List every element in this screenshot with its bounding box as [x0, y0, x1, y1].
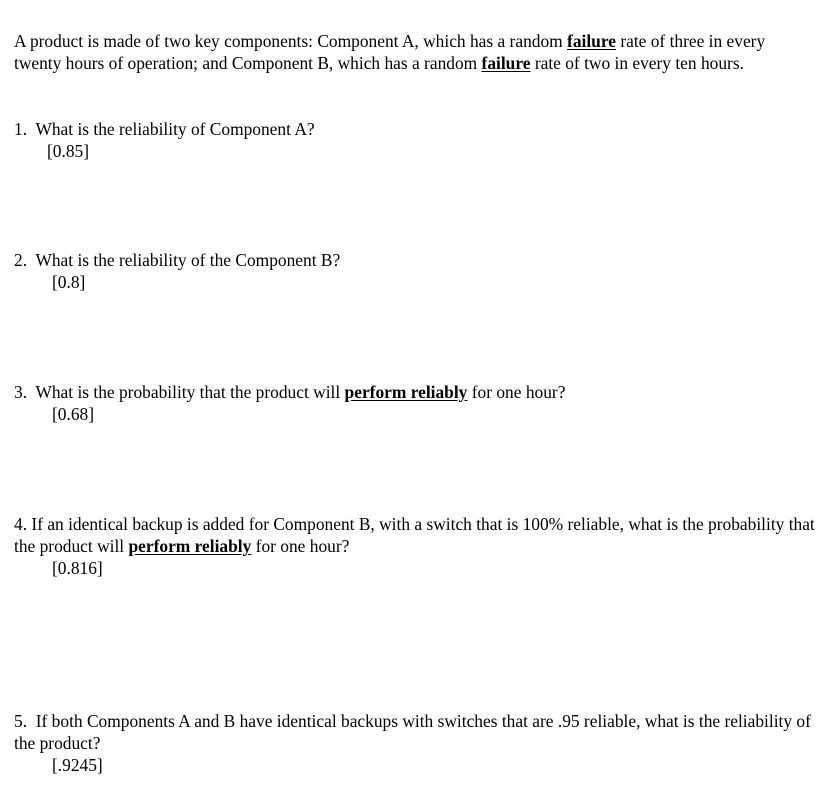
question-1-number: 1.: [14, 119, 28, 139]
perform-reliably-emphasis-4: perform reliably: [128, 536, 252, 556]
question-4-number: 4.: [14, 514, 28, 534]
intro-text-1: A product is made of two key components: Component A, which has a random: [14, 31, 568, 51]
answer-1: [0.85]: [47, 141, 90, 161]
answer-3: [0.68]: [52, 404, 95, 424]
failure-emphasis-2: failure: [481, 53, 531, 73]
question-4: [14, 513, 816, 557]
question-1-text: What is the reliability of Component A?: [35, 119, 315, 139]
question-4-text-2: for one hour?: [251, 536, 350, 556]
question-3-number: 3.: [14, 382, 28, 402]
question-4-text-1: If an identical backup is added for Component B, with a switch that is 100% reliable, what is the probability that the product will: [14, 514, 815, 556]
intro-paragraph: [14, 30, 816, 74]
intro-text-3: rate of two in every ten hours.: [530, 53, 744, 73]
answer-2: [0.8]: [52, 272, 86, 292]
question-3-text-2: for one hour?: [467, 382, 566, 402]
answer-4: [0.816]: [52, 558, 103, 578]
question-3: [14, 381, 816, 403]
question-2-number: 2.: [14, 250, 28, 270]
question-1: [14, 118, 816, 140]
question-5-text: If both Components A and B have identical backups with switches that are .95 reliable, what is the reliability of the product?: [14, 711, 811, 753]
perform-reliably-emphasis-3: perform reliably: [344, 382, 468, 402]
question-3-text-1: What is the probability that the product will: [35, 382, 345, 402]
answer-5: [.9245]: [52, 755, 103, 775]
question-5-number: 5.: [14, 711, 28, 731]
question-2-text: What is the reliability of the Component B?: [35, 250, 341, 270]
question-2: [14, 249, 816, 271]
failure-emphasis-1: failure: [567, 31, 616, 51]
question-5: [14, 710, 816, 754]
intro-text-2: rate of three in every twenty hours of operation; and Component B, which has a random: [14, 31, 766, 73]
